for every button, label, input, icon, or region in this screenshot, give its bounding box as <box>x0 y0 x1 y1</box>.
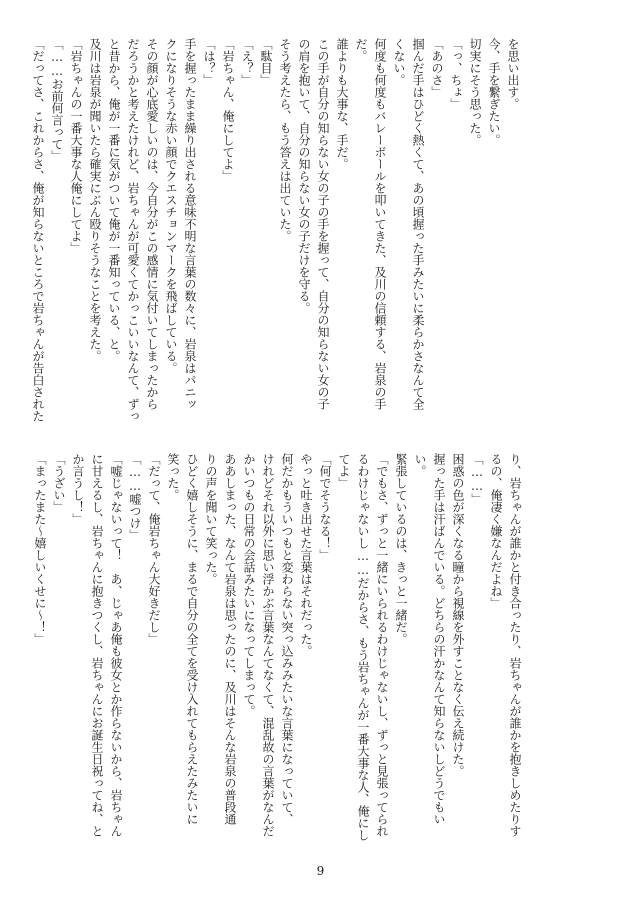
text-line: り、岩ちゃんが誰かと付き合ったり、岩ちゃんが誰かを抱きしめたりす <box>508 453 522 837</box>
text-line: 「嘘じゃないって！ あ、じゃあ俺も彼女とか作らないから、岩ちゃん <box>109 453 123 837</box>
text-line: 誰よりも大事な、手だ。 <box>335 38 349 170</box>
text-line: 「駄目」 <box>259 38 273 86</box>
text-line: りの声を聞いて笑った。 <box>204 453 218 585</box>
text-line: かいつもの日常の会話みたいになってしまって。 <box>242 453 256 717</box>
text-line: と昔から、俺が一番に気がついて俺が一番知っている、と。 <box>107 38 121 362</box>
text-block-top <box>31 38 522 422</box>
text-line: 掴んだ手はひどく熱くて、あの頃握った手みたいに柔らかさなんて全 <box>411 38 425 410</box>
page-number: 9 <box>316 864 325 878</box>
text-line: 「あのさ」 <box>430 38 444 98</box>
text-line: 「っ、ちょ」 <box>449 38 463 110</box>
text-line: 「でもさ、ずっと一緒にいられるわけじゃないし、ずっと見張ってられ <box>375 453 389 837</box>
text-line: 「岩ちゃん、俺にしてよ」 <box>221 38 235 182</box>
text-line: 及川は岩泉が聞いたら確実にぶん殴りそうなことを考えた。 <box>88 38 102 362</box>
text-line: るわけじゃないし……だからさ、もう岩ちゃんが一番大事な人、俺にし <box>356 453 370 841</box>
text-line: クになりそうな赤い顔でクエスチョンマークを飛ばしている。 <box>164 38 178 374</box>
text-line: 今、手を繋ぎたい。 <box>487 38 501 146</box>
text-line: この手が自分の知らない女の子の手を握って、自分の知らない女の子 <box>316 38 330 410</box>
text-line: 「は？」 <box>202 38 216 86</box>
text-line: るの、俺凄く嫌なんだよね」 <box>489 453 503 609</box>
text-line: の肩を抱いて、自分の知らない女の子だけを守る。 <box>297 38 311 314</box>
text-line: 「……お前何言って」 <box>50 38 64 162</box>
text-line: 「だってさ、これからさ、俺が知らないところで岩ちゃんが告白された <box>31 38 45 422</box>
text-line: 「うざい」 <box>52 453 66 513</box>
text-line: ああしまった、なんて岩泉は思ったのに、及川はそんな岩泉の普段通 <box>223 453 237 825</box>
text-line: 「……」 <box>470 453 484 505</box>
text-line: けれどそれ以外に思い浮かぶ言葉なんてなくて、混乱故の言葉がなんだ <box>261 453 275 837</box>
text-line: 握った手は汗ばんでいる。どちらの汗かなんて知らないしどうでもい <box>432 453 446 825</box>
text-line: その顔が心底愛しいのは、今自分がこの感情に気付いてしまったから <box>145 38 159 410</box>
text-line: 何だかもういつもと変わらない突っ込みみたいな言葉になっていて、 <box>280 453 294 825</box>
text-line: 「え？」 <box>240 38 254 86</box>
text-line: てよ」 <box>337 453 351 489</box>
text-line: くない。 <box>392 38 406 86</box>
text-line: ひどく嬉しそうに、まるで自分の全てを受け入れてもらえたみたいに <box>185 453 199 825</box>
text-line: そう考えたら、もう答えは出ていた。 <box>278 38 292 242</box>
text-line: 笑った。 <box>166 453 180 501</box>
text-line: い。 <box>413 453 427 477</box>
text-line: 緊張しているのは、きっと一緒だ。 <box>394 453 408 645</box>
text-line: 「だって、俺岩ちゃん大好きだし」 <box>147 453 161 645</box>
text-line: 「まったまた〜嬉しいくせに〜！」 <box>33 453 47 645</box>
text-block-bottom <box>33 453 524 841</box>
text-line: だろうかと考えたけれど、岩ちゃんが可愛くてかっこいいなんて、ずっ <box>126 38 140 422</box>
text-line: 「岩ちゃんの一番大事な人俺にしてよ」 <box>69 38 83 254</box>
text-line: に甘えるし、岩ちゃんに抱きつくし、岩ちゃんにお誕生日祝ってね、と <box>90 453 104 837</box>
text-line: 手を握ったまま繰り出される意味不明な言葉の数々に、岩泉はパニッ <box>183 38 197 410</box>
text-line: だ。 <box>354 38 368 62</box>
text-line: 切実にそう思った。 <box>468 38 482 146</box>
text-line: 何度も何度もバレーボールを叩いてきた、及川の信頼する、岩泉の手 <box>373 38 387 410</box>
text-line: やっと吐き出せた言葉はそれだった。 <box>299 453 313 657</box>
text-line: 「何でそうなる！」 <box>318 453 332 561</box>
text-line: 困惑の色が深くなる瞳から視線を外すことなく伝え続けた。 <box>451 453 465 777</box>
text-line: 「……嘘つけ」 <box>128 453 142 541</box>
text-line: か言うし！」 <box>71 453 85 525</box>
text-line: を思い出す。 <box>506 38 520 110</box>
